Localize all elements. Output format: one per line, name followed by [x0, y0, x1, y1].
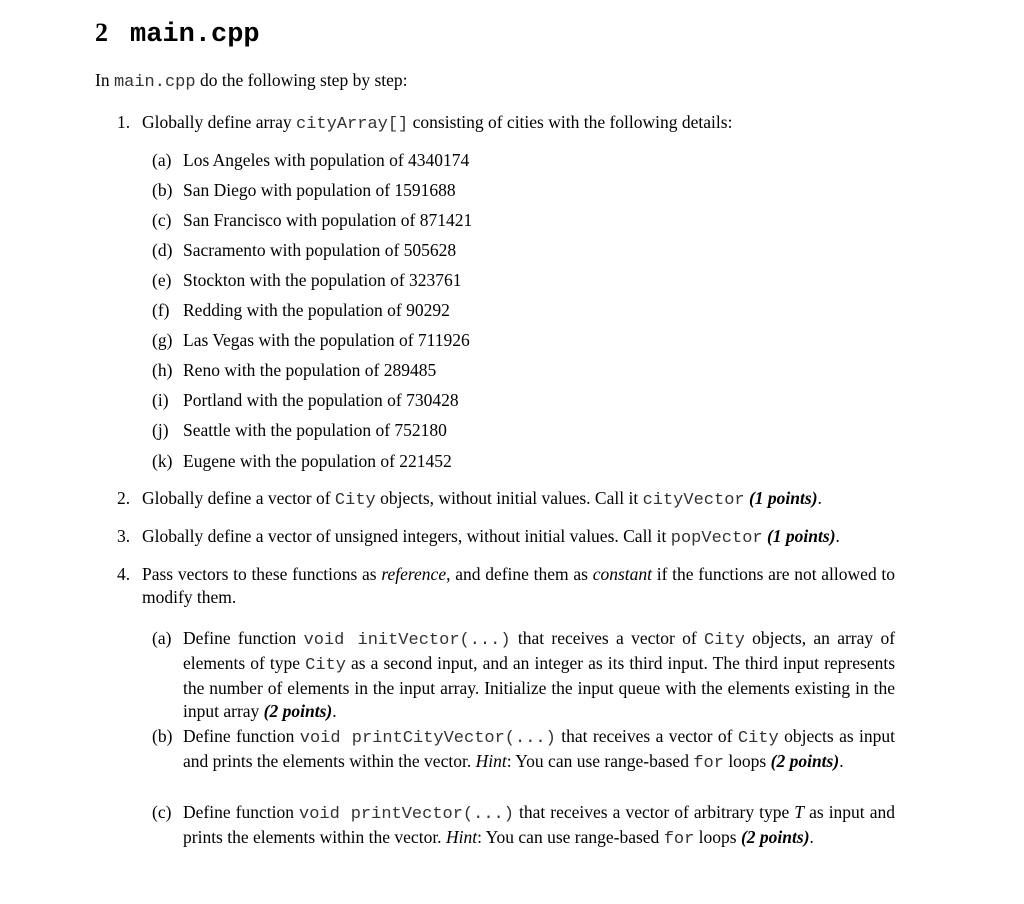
sub-item-text: Define function void printCityVector(...) that receives a vector of City objects as input and prints the elements within the vector. Hint: You can use range-based for loops (2 points).	[183, 726, 896, 773]
list-item: Los Angeles with population of 4340174	[183, 150, 470, 170]
list-item-label: (d)	[152, 240, 173, 260]
list-item: San Diego with population of 1591688	[183, 180, 456, 200]
list-item: Sacramento with population of 505628	[183, 240, 457, 260]
list-item: Reno with the population of 289485	[183, 360, 437, 380]
list-item: Seattle with the population of 752180	[183, 420, 447, 440]
list-item-label: (h)	[152, 360, 173, 380]
sub-item-label: (b)	[152, 726, 173, 746]
list-item-label: (i)	[152, 390, 169, 410]
step-number: 1.	[117, 112, 131, 132]
list-item-label: (a)	[152, 150, 172, 170]
step-1-text: Globally define array cityArray[] consisting of cities with the following details:	[142, 112, 733, 134]
intro-line: In main.cpp do the following step by step:	[95, 70, 408, 92]
list-item-label: (e)	[152, 270, 172, 290]
step-4-text: Pass vectors to these functions as reference, and define them as constant if the functions are not allowed to modify them.	[142, 564, 896, 607]
step-2-text: Globally define a vector of City objects, without initial values. Call it cityVector (1 points).	[142, 488, 822, 510]
step-3-text: Globally define a vector of unsigned integers, without initial values. Call it popVector (1 points).	[142, 526, 840, 548]
step-number: 2.	[117, 488, 131, 508]
sub-item-label: (c)	[152, 802, 172, 822]
list-item: Stockton with the population of 323761	[183, 270, 462, 290]
section-heading	[95, 18, 260, 50]
step-number: 4.	[117, 564, 131, 584]
list-item-label: (b)	[152, 180, 173, 200]
list-item: Las Vegas with the population of 711926	[183, 330, 470, 350]
list-item: Portland with the population of 730428	[183, 390, 459, 410]
list-item: San Francisco with population of 871421	[183, 210, 473, 230]
sub-item-text: Define function void printVector(...) that receives a vector of arbitrary type T as input and prints the elements within the vector. Hint: You can use range-based for loops (2 points).	[183, 802, 895, 849]
list-item: Redding with the population of 90292	[183, 300, 450, 320]
list-item-label: (c)	[152, 210, 172, 230]
list-item-label: (f)	[152, 300, 170, 320]
list-item: Eugene with the population of 221452	[183, 451, 452, 471]
list-item-label: (k)	[152, 451, 173, 471]
sub-item-label: (a)	[152, 628, 172, 648]
list-item-label: (j)	[152, 420, 169, 440]
sub-item-text: Define function void initVector(...) that receives a vector of City objects, an array of elements of type City as a second input, and an integer as its third input. The third input represents the number of elements in the input array. Initialize the input queue with the elements existing in the input array (2 points).	[183, 628, 896, 721]
section-number: 2	[95, 18, 108, 47]
step-number: 3.	[117, 526, 131, 546]
section-filename: main.cpp	[130, 20, 260, 50]
list-item-label: (g)	[152, 330, 173, 350]
